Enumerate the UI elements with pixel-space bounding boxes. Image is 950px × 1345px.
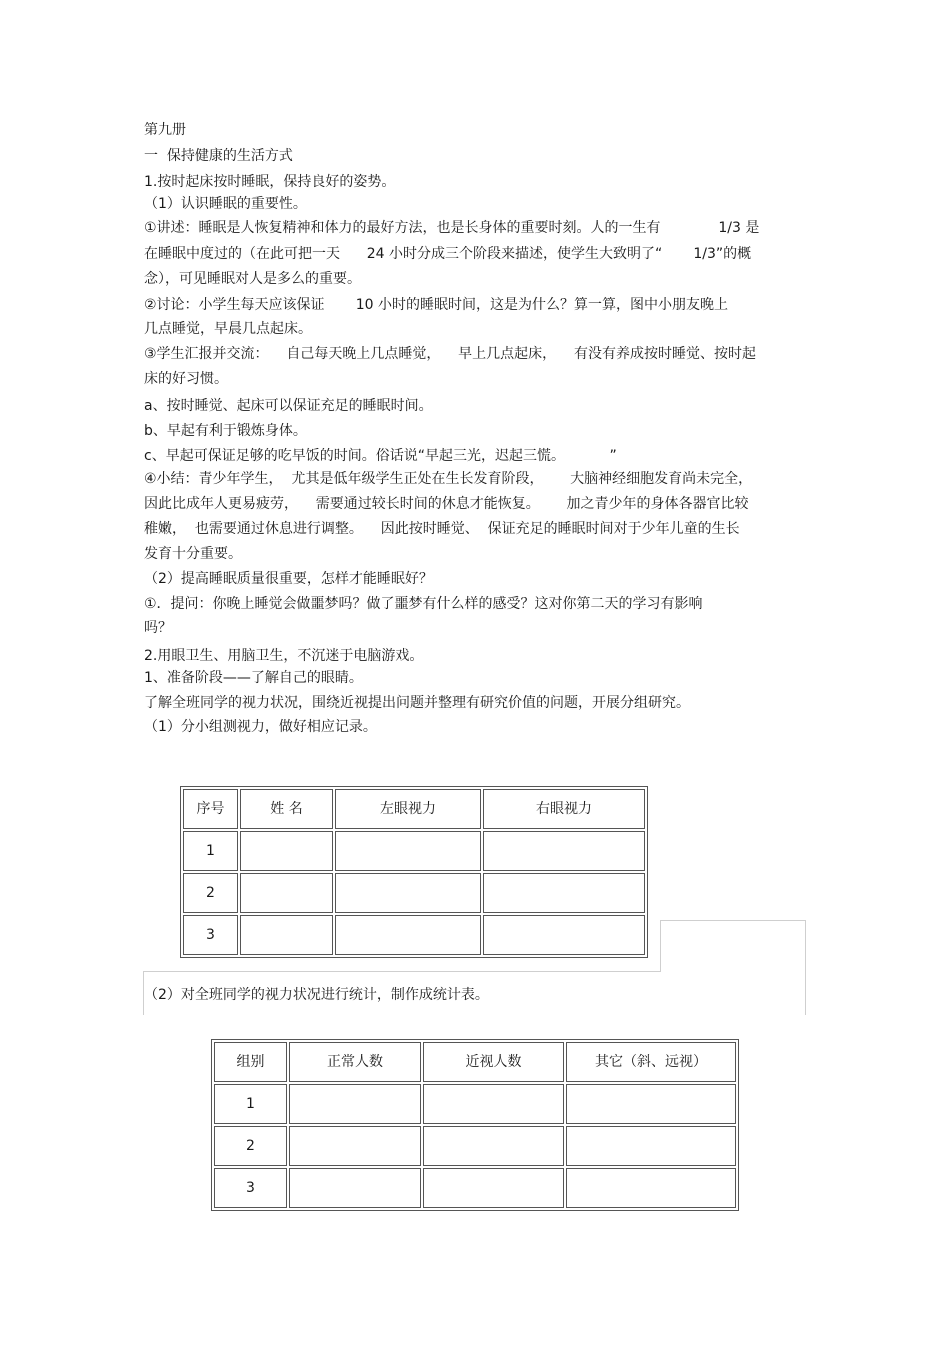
header-cell: 组别	[214, 1042, 287, 1082]
section-heading: 一 保持健康的生活方式	[144, 148, 293, 164]
table-cell	[335, 873, 481, 913]
table-cell: 1	[183, 831, 238, 871]
table-row	[183, 915, 645, 955]
paragraph-line: ④小结：青少年学生， 尤其是低年级学生正处在生长发育阶段， 大脑神经细胞发育尚未完全，	[144, 471, 753, 487]
list-item: b、早起有利于锻炼身体。	[144, 423, 307, 439]
topic-2-heading: 2.用眼卫生、用脑卫生，不沉迷于电脑游戏。	[144, 648, 424, 664]
stage-heading: 1、准备阶段——了解自己的眼睛。	[144, 670, 363, 686]
table-cell	[240, 915, 333, 955]
paragraph-line: ①讲述：睡眠是人恢复精神和体力的最好方法，也是长身体的重要时刻。人的一生有 1/3 是	[144, 220, 760, 236]
subtopic-heading: （2）提高睡眠质量很重要，怎样才能睡眠好？	[144, 571, 433, 587]
table-header-row	[214, 1042, 736, 1082]
paragraph-line: 稚嫩， 也需要通过休息进行调整。 因此按时睡觉、 保证充足的睡眠时间对于少年儿童的生长	[144, 521, 740, 537]
table-cell	[240, 873, 333, 913]
table-row	[183, 873, 645, 913]
header-cell: 右眼视力	[483, 789, 645, 829]
table-header-row	[183, 789, 645, 829]
paragraph-line: 吗？	[144, 620, 172, 636]
paragraph-line: ①．提问：你晚上睡觉会做噩梦吗？做了噩梦有什么样的感受？这对你第二天的学习有影响	[144, 596, 703, 612]
header-cell: 姓 名	[240, 789, 333, 829]
table-cell: 3	[214, 1168, 287, 1208]
list-item: c、早起可保证足够的吃早饭的时间。俗话说“早起三光，迟起三慌。 ”	[144, 448, 617, 464]
vision-statistics-table	[211, 1039, 739, 1211]
paragraph-line: 床的好习惯。	[144, 371, 228, 387]
table-cell: 2	[214, 1126, 287, 1166]
header-cell: 正常人数	[289, 1042, 421, 1082]
table-row	[214, 1126, 736, 1166]
frame-line	[143, 971, 661, 972]
table-row	[214, 1084, 736, 1124]
frame-line	[660, 920, 806, 921]
table-cell	[566, 1126, 736, 1166]
paragraph-line: 了解全班同学的视力状况，围绕近视提出问题并整理有研究价值的问题，开展分组研究。	[144, 695, 690, 711]
header-cell: 序号	[183, 789, 238, 829]
table-cell	[483, 873, 645, 913]
subtopic-heading: （1）认识睡眠的重要性。	[144, 196, 307, 212]
vision-record-table	[180, 786, 648, 958]
header-cell: 其它（斜、远视）	[566, 1042, 736, 1082]
paragraph-line: ②讨论：小学生每天应该保证 10 小时的睡眠时间，这是为什么？算一算，图中小朋友晚上	[144, 297, 728, 313]
paragraph-line: 念），可见睡眠对人是多么的重要。	[144, 271, 361, 287]
step-heading: （2）对全班同学的视力状况进行统计，制作成统计表。	[144, 987, 489, 1003]
header-cell: 左眼视力	[335, 789, 481, 829]
paragraph-line: ③学生汇报并交流： 自己每天晚上几点睡觉， 早上几点起床， 有没有养成按时睡觉、按时起	[144, 346, 756, 362]
table-cell: 2	[183, 873, 238, 913]
table-cell	[289, 1084, 421, 1124]
table-cell: 3	[183, 915, 238, 955]
table-cell	[335, 915, 481, 955]
table-cell	[335, 831, 481, 871]
table-cell	[423, 1084, 564, 1124]
step-heading: （1）分小组测视力，做好相应记录。	[144, 719, 377, 735]
table-cell	[483, 915, 645, 955]
paragraph-line: 发育十分重要。	[144, 546, 242, 562]
table-cell	[566, 1084, 736, 1124]
frame-line	[805, 920, 806, 1015]
paragraph-line: 因此比成年人更易疲劳， 需要通过较长时间的休息才能恢复。 加之青少年的身体各器官比较	[144, 496, 749, 512]
header-cell: 近视人数	[423, 1042, 564, 1082]
table-cell	[483, 831, 645, 871]
paragraph-line: 几点睡觉，早晨几点起床。	[144, 321, 312, 337]
table-cell	[423, 1126, 564, 1166]
frame-line	[660, 920, 661, 972]
list-item: a、按时睡觉、起床可以保证充足的睡眠时间。	[144, 398, 433, 414]
table-cell	[240, 831, 333, 871]
table-row	[214, 1168, 736, 1208]
table-cell: 1	[214, 1084, 287, 1124]
table-cell	[289, 1168, 421, 1208]
paragraph-line: 在睡眠中度过的（在此可把一天 24 小时分成三个阶段来描述，使学生大致明了“ 1/3”的概	[144, 246, 752, 262]
volume-title: 第九册	[144, 122, 186, 138]
table-cell	[423, 1168, 564, 1208]
table-cell	[566, 1168, 736, 1208]
table-row	[183, 831, 645, 871]
topic-1-heading: 1.按时起床按时睡眠，保持良好的姿势。	[144, 174, 396, 190]
table-cell	[289, 1126, 421, 1166]
